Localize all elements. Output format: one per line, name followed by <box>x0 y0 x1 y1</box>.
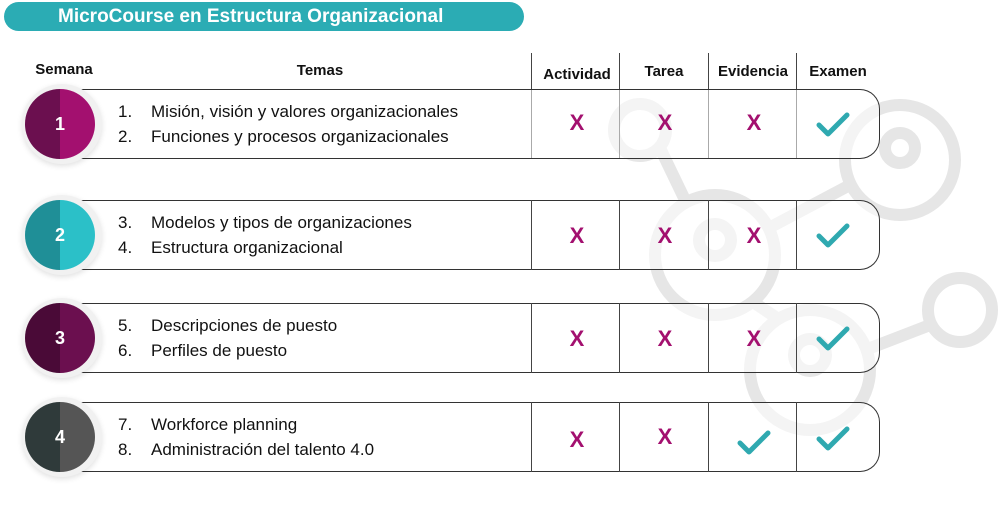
x-mark-icon: X <box>657 110 673 135</box>
page-title: MicroCourse en Estructura Organizacional <box>58 5 444 27</box>
x-mark-icon: X <box>569 110 585 135</box>
topic-item: 6. Perfiles de puesto <box>118 341 288 360</box>
header-task: Tarea <box>644 63 684 80</box>
check-mark-icon <box>813 110 853 140</box>
x-mark-icon: X <box>746 223 762 248</box>
x-mark-icon: X <box>746 110 762 135</box>
x-mark-icon: X <box>569 427 585 452</box>
week-number-3: 3 <box>25 303 95 373</box>
check-mark-icon <box>813 424 853 454</box>
header-evidence: Evidencia <box>717 63 789 80</box>
topic-item: 1. Misión, visión y valores organizacionales <box>118 102 459 121</box>
title-banner <box>4 2 524 31</box>
header-week: Semana <box>35 61 93 78</box>
check-mark-icon <box>813 221 853 251</box>
topic-item: 4. Estructura organizacional <box>118 238 343 257</box>
check-mark-icon <box>813 324 853 354</box>
week-number-1: 1 <box>25 89 95 159</box>
topic-item: 7. Workforce planning <box>118 415 298 434</box>
header-topics: Temas <box>296 62 344 79</box>
topic-item: 2. Funciones y procesos organizacionales <box>118 127 449 146</box>
x-mark-icon: X <box>569 223 585 248</box>
check-mark-icon <box>734 428 774 458</box>
header-exam: Examen <box>809 63 867 80</box>
week-topics-4 <box>118 412 374 462</box>
x-mark-icon: X <box>657 424 673 449</box>
header-activity: Actividad <box>543 66 611 83</box>
topic-item: 3. Modelos y tipos de organizaciones <box>118 213 412 232</box>
topic-item: 5. Descripciones de puesto <box>118 316 338 335</box>
x-mark-icon: X <box>657 326 673 351</box>
x-mark-icon: X <box>657 223 673 248</box>
topic-item: 8. Administración del talento 4.0 <box>118 440 375 459</box>
week-topics-2 <box>118 210 412 260</box>
week-topics-3 <box>118 313 337 363</box>
week-number-4: 4 <box>25 402 95 472</box>
x-mark-icon: X <box>746 326 762 351</box>
week-topics-1 <box>118 99 458 149</box>
week-number-2: 2 <box>25 200 95 270</box>
x-mark-icon: X <box>569 326 585 351</box>
